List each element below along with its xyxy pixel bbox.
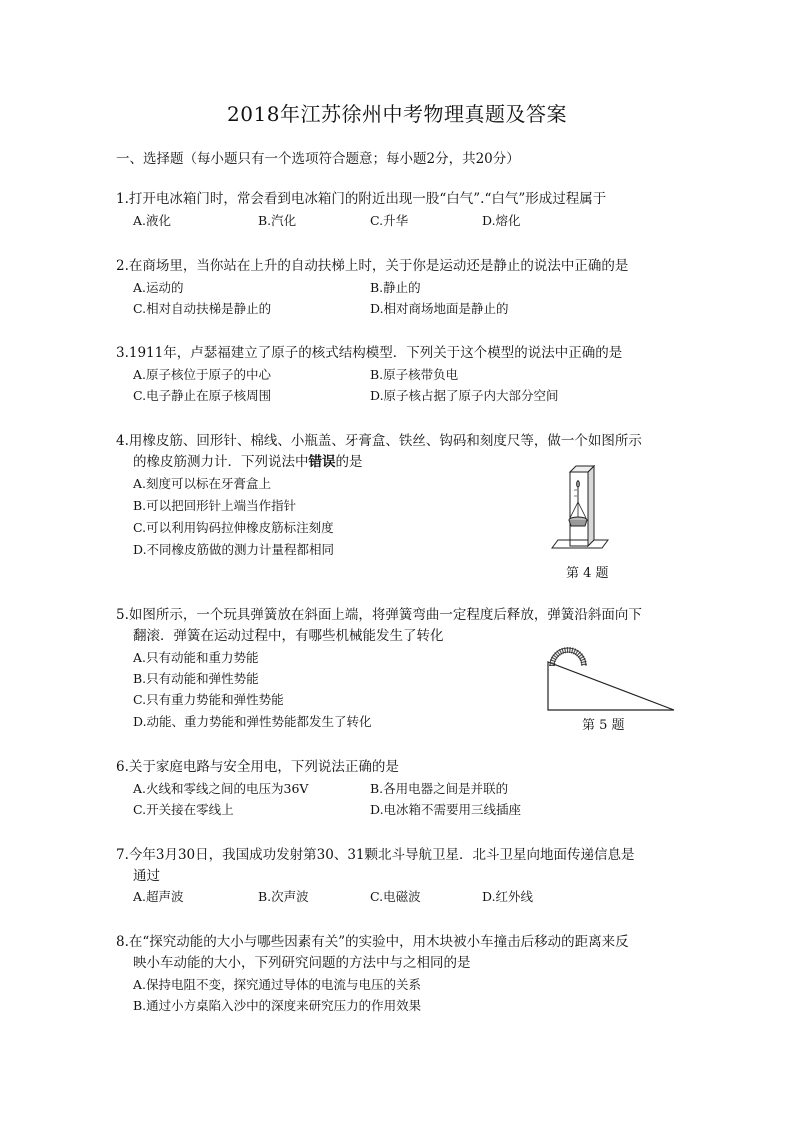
option-a: A.原子核位于原子的中心 [133,367,272,382]
option-c: C.可以利用钩码拉伸橡皮筋标注刻度 [133,520,334,535]
option-b: B.原子核带负电 [370,367,459,382]
stem-text: 的是 [335,454,363,470]
page-title: 2018年江苏徐州中考物理真题及答案 [227,102,567,126]
option-c: C.电磁波 [370,889,421,904]
option-c: C.相对自动扶梯是静止的 [133,301,272,316]
question-stem: 6.关于家庭电路与安全用电，下列说法正确的是 [116,759,399,775]
option-d: D.原子核占据了原子内大部分空间 [370,388,559,403]
question-stem-continued: 通过 [133,868,160,884]
question-stem: 5.如图所示，一个玩具弹簧放在斜面上端，将弹簧弯曲一定程度后释放，弹簧沿斜面向下 [116,607,642,623]
emphasis-text: 错误 [308,454,336,470]
question-stem: 7.今年3月30日，我国成功发射第30、31颗北斗导航卫星．北斗卫星向地面传递信息是 [116,847,635,863]
question-stem-continued: 映小车动能的大小，下列研究问题的方法中与之相同的是 [133,955,471,971]
question-stem-continued: 翻滚．弹簧在运动过程中，有哪些机械能发生了转化 [133,628,444,644]
option-c: C.开关接在零线上 [133,802,234,817]
question-stem: 3.1911年，卢瑟福建立了原子的核式结构模型．下列关于这个模型的说法中正确的是 [116,345,623,361]
option-d: D.电冰箱不需要用三线插座 [370,802,522,817]
toothpaste-box [570,472,588,546]
question-stem: 4.用橡皮筋、回形针、棉线、小瓶盖、牙膏盒、铁丝、钩码和刻度尺等，做一个如图所示 [116,433,642,449]
option-d: D.不同橡皮筋做的测力计量程都相同 [133,542,335,557]
section-heading: 一、选择题（每小题只有一个选项符合题意；每小题2分，共20分） [116,151,520,167]
rubber-band-scale-figure [548,460,628,556]
option-b: B.次声波 [258,889,309,904]
option-a: A.火线和零线之间的电压为36V [133,781,309,796]
bottle-cap-body [569,520,587,526]
incline-spring-figure [544,640,678,714]
option-a: A.只有动能和重力势能 [133,650,259,665]
question-stem: 2.在商场里，当你站在上升的自动扶梯上时，关于你是运动还是静止的说法中正确的是 [116,258,629,274]
figure-caption: 第 4 题 [566,566,609,581]
option-a: A.液化 [133,213,172,228]
option-a: A.刻度可以标在牙膏盒上 [133,476,272,491]
stem-text: 的橡皮筋测力计．下列说法中 [133,454,309,470]
option-b: B.各用电器之间是并联的 [370,781,509,796]
base-plate [552,540,608,548]
option-b: B.静止的 [370,280,421,295]
option-d: D.动能、重力势能和弹性势能都发生了转化 [133,714,372,729]
option-b: B.通过小方桌陷入沙中的深度来研究压力的作用效果 [133,998,422,1013]
option-d: D.相对商场地面是静止的 [370,301,509,316]
option-d: D.熔化 [482,213,521,228]
option-b: B.只有动能和弹性势能 [133,671,259,686]
incline [548,662,674,710]
string [570,502,578,518]
question-stem: 1.打开电冰箱门时，常会看到电冰箱门的附近出现一股“白气”.“白气”形成过程属于 [116,191,607,207]
option-c: C.只有重力势能和弹性势能 [133,692,284,707]
question-stem: 8.在“探究动能的大小与哪些因素有关”的实验中，用木块被小车撞击后移动的距离来反 [116,934,629,950]
option-c: C.电子静止在原子核周围 [133,388,272,403]
toy-spring [550,648,586,666]
option-a: A.运动的 [133,280,184,295]
option-a: A.保持电阻不变，探究通过导体的电流与电压的关系 [133,977,422,992]
option-d: D.红外线 [482,889,534,904]
option-a: A.超声波 [133,889,184,904]
option-c: C.升华 [370,213,409,228]
option-b: B.可以把回形针上端当作指针 [133,498,297,513]
box-side [588,466,594,546]
figure-caption: 第 5 题 [582,718,625,733]
question-stem-continued [133,452,363,472]
option-b: B.汽化 [258,213,297,228]
string [578,502,586,518]
